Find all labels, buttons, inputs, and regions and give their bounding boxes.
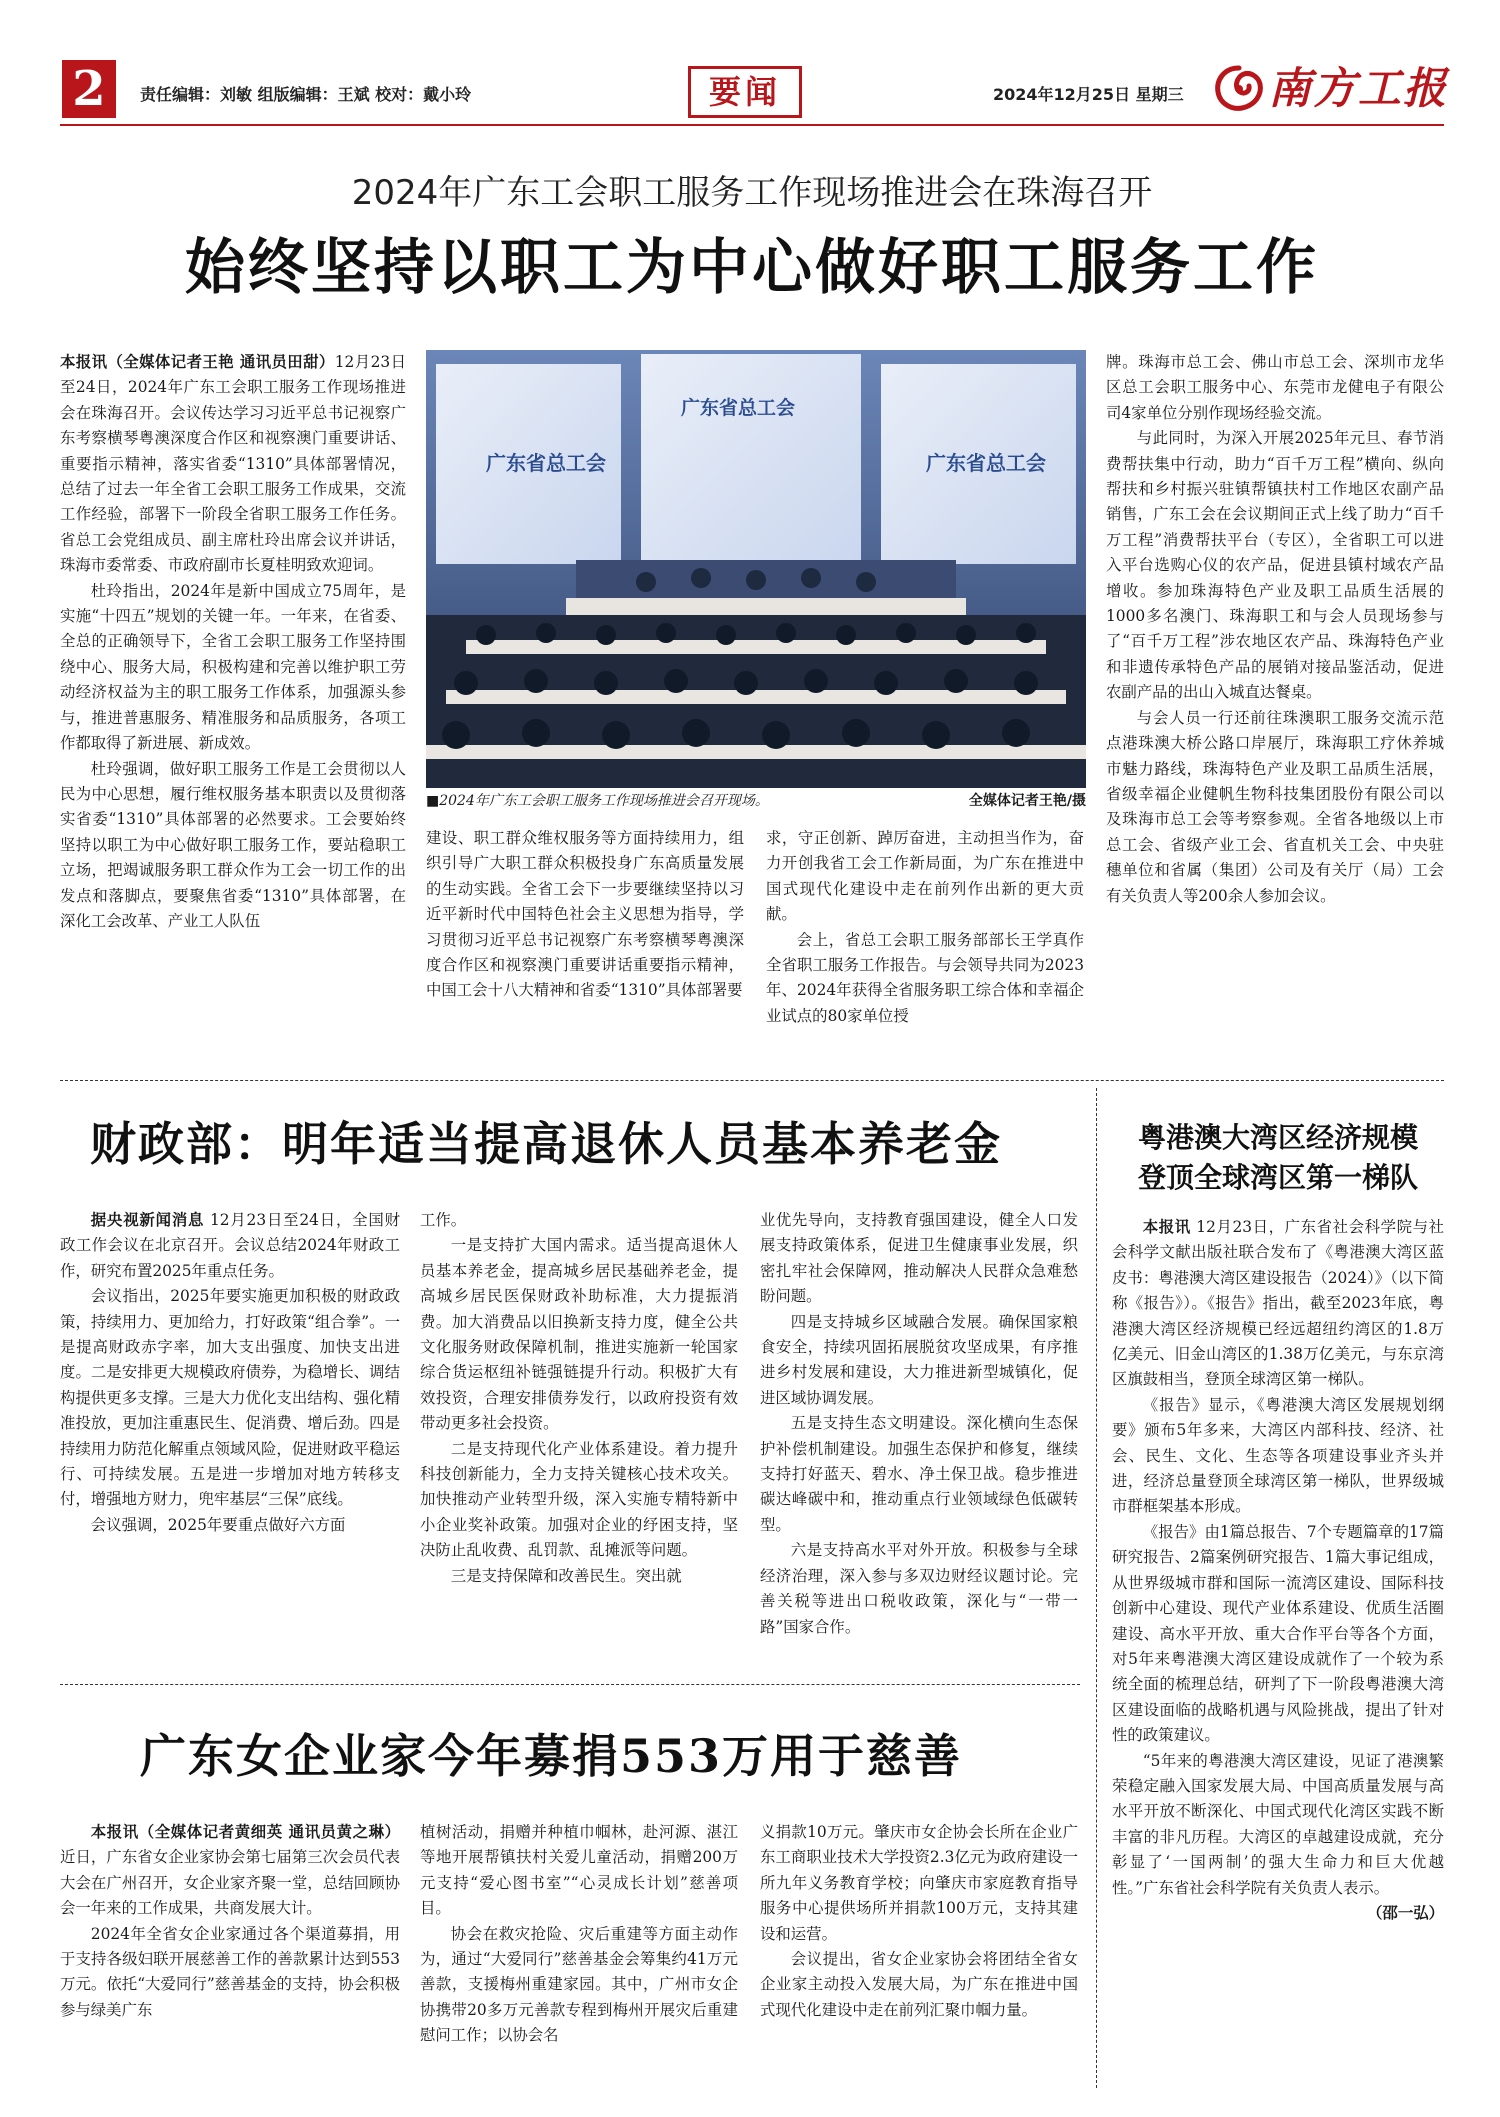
story1-paragraph: 与此同时，为深入开展2025年元旦、春节消费帮扶集中行动，助力“百千万工程”横向、纵向帮扶和乡村振兴驻镇帮镇扶村工作地区农副产品销售，广东工会在会议期间正式上线了助力“百千万工程”消费帮扶平台（专区），全省职工可以进入平台选购心仪的农产品，促进县镇村域农产品增收。参加珠海特色产业及职工品质生活展的1000多名澳门、珠海职工和与会人员现场参与了“百千万工程”涉农地区农产品、珠海特色产业和非遗传承特色产品的展销对接品鉴活动，促进农副产品的出山入城直达餐桌。 xyxy=(1106,429,1444,702)
story4-headline-line-2: 登顶全球湾区第一梯队 xyxy=(1137,1161,1418,1194)
story3-paragraph: 2024年全省女企业家通过各个渠道募捐，用于支持各级妇联开展慈善工作的善款累计达到553万元。依托“大爱同行”慈善基金的支持，协会积极参与绿美广东 xyxy=(60,1924,400,2019)
story3-paragraph: 协会在救灾抢险、灾后重建等方面主动作为，通过“大爱同行”慈善基金会筹集约41万元善款，支援梅州重建家园。其中，广州市女企协携带20多万元善款专程到梅州开展灾后重建慰问工作；以协会名 xyxy=(420,1924,738,2045)
photo-caption xyxy=(426,788,1086,810)
story2-paragraph: 六是支持高水平对外开放。积极参与全球经济治理，深入参与多双边财经议题讨论。完善关税等进出口税收政策，深化与“一带一路”国家合作。 xyxy=(760,1541,1078,1636)
story3-column-1 xyxy=(60,1820,400,2023)
masthead-title: 南方工报 xyxy=(1268,64,1448,114)
story2-paragraph: 二是支持现代化产业体系建设。着力提升科技创新能力，全力支持关键核心技术攻关。加快推动产业转型升级，深入实施专精特新中小企业奖补政策。加强对企业的纾困支持，坚决防止乱收费、乱罚款、乱摊派等问题。 xyxy=(420,1439,738,1560)
story4-headline xyxy=(1112,1118,1444,1198)
story3-paragraph: 会议提出，省女企业家协会将团结全省女企业家主动投入发展大局，为广东在推进中国式现代化建设中走在前列汇聚巾帼力量。 xyxy=(760,1950,1078,2019)
story2-column-2 xyxy=(420,1208,738,1589)
editor-credits: 责任编辑：刘敏 组版编辑：王斌 校对：戴小玲 xyxy=(140,85,472,104)
story4-byline: 本报讯 xyxy=(1142,1218,1191,1236)
story4-column xyxy=(1112,1215,1444,1926)
story1-paragraph: 会上，省总工会职工服务部部长王学真作全省职工服务工作报告。与会领导共同为2023年、2024年获得全省服务职工综合体和幸福企业试点的80家单位授 xyxy=(766,930,1084,1025)
section-divider xyxy=(60,1080,1444,1081)
story1-column-2 xyxy=(426,826,744,1004)
story2-column-1 xyxy=(60,1208,400,1538)
story1-kicker: 2024年广东工会职工服务工作现场推进会在珠海召开 xyxy=(351,173,1153,213)
photo-caption-text: ■2024年广东工会职工服务工作现场推进会召开现场。 xyxy=(426,793,769,809)
story4-paragraph: “5年来的粤港澳大湾区建设，见证了港澳繁荣稳定融入国家发展大局、中国高质量发展与高水平开放不断深化、中国式现代化湾区实践不断丰富的非凡历程。大湾区的卓越建设成就，充分彰显了‘一国两制’的强大生命力和巨大优越性。”广东省社会科学院有关负责人表示。 xyxy=(1112,1751,1444,1897)
story1-paragraph: 求，守正创新、踔厉奋进，主动担当作为，奋力开创我省工会工作新局面，为广东在推进中国式现代化建设中走在前列作出新的更大贡献。 xyxy=(766,829,1084,924)
photo-banner-center: 广东省总工会 xyxy=(681,397,796,419)
column-divider xyxy=(1096,1088,1097,2088)
story3-paragraph: 植树活动，捐赠并种植巾帼林，赴河源、湛江等地开展帮镇扶村关爱儿童活动，捐赠200万元支持“爱心图书室”“心灵成长计划”慈善项目。 xyxy=(420,1823,738,1918)
story1-paragraph: 杜玲指出，2024年是新中国成立75周年，是实施“十四五”规划的关键一年。一年来，在省委、全总的正确领导下，全省工会职工服务工作坚持围绕中心、服务大局，积极构建和完善以维护职工劳动经济权益为主的职工服务工作体系，加强源头参与，推进普惠服务、精准服务和品质服务，各项工作都取得了新进展、新成效。 xyxy=(60,581,406,753)
story3-column-2 xyxy=(420,1820,738,2049)
story1-paragraph: 牌。珠海市总工会、佛山市总工会、深圳市龙华区总工会职工服务中心、东莞市龙健电子有限公司4家单位分别作现场经验交流。 xyxy=(1106,353,1444,422)
story3-paragraph: 近日，广东省女企业家协会第七届第三次会员代表大会在广州召开，女企业家齐聚一堂，总结回顾协会一年来的工作成果，共商发展大计。 xyxy=(60,1848,400,1918)
section-label: 要闻 xyxy=(688,66,802,118)
story4-paragraph: 《报告》由1篇总报告、7个专题篇章的17篇研究报告、2篇案例研究报告、1篇大事记组成，从世界级城市群和国际一流湾区建设、国际科技创新中心建设、现代产业体系建设、优质生活圈建设、高水平开放、重大合作平台等各个方面，对5年来粤港澳大湾区建设成就作了一个较为系统全面的梳理总结，研判了下一阶段粤港澳大湾区建设面临的战略机遇与风险挑战，提出了针对性的政策建议。 xyxy=(1112,1522,1444,1745)
story1-column-3 xyxy=(766,826,1084,1029)
story3-column-3 xyxy=(760,1820,1078,2023)
header-rule xyxy=(60,124,1444,126)
story2-paragraph: 会议强调，2025年要重点做好六方面 xyxy=(90,1515,346,1534)
story1-paragraph: 杜玲强调，做好职工服务工作是工会贯彻以人民为中心思想，履行维权服务基本职责以及贯彻落实省委“1310”具体部署的必然要求。工会要始终坚持以职工为中心做好职工服务工作，要站稳职工立场，把竭诚服务职工群众作为工会一切工作的出发点和落脚点，要聚焦省委“1310”具体部署，在深化工会改革、产业工人队伍 xyxy=(60,759,406,930)
story4-headline-line-1: 粤港澳大湾区经济规模 xyxy=(1137,1121,1418,1154)
story2-paragraph: 五是支持生态文明建设。深化横向生态保护补偿机制建设。加强生态保护和修复，继续支持打好蓝天、碧水、净土保卫战。稳步推进碳达峰碳中和，推动重点行业领域绿色低碳转型。 xyxy=(760,1414,1078,1534)
story1-column-4 xyxy=(1106,350,1444,909)
publication-date: 2024年12月25日 星期三 xyxy=(993,85,1184,104)
story2-column-3 xyxy=(760,1208,1078,1640)
story3-byline: 本报讯（全媒体记者黄细英 通讯员黄之琳） xyxy=(90,1823,400,1841)
story1-byline: 本报讯（全媒体记者王艳 通讯员田甜） xyxy=(60,353,335,371)
story2-headline: 财政部：明年适当提高退休人员基本养老金 xyxy=(90,1117,1002,1171)
photo-banner-left: 广东省总工会 xyxy=(486,451,606,475)
section-divider xyxy=(60,1684,1080,1685)
story2-paragraph: 会议指出，2025年要实施更加积极的财政政策，持续用力、更加给力，打好政策“组合拳”。一是提高财政赤字率，加大支出强度、加快支出进度。二是安排更大规模政府债券，为稳增长、调结构提供更多支撑。三是大力优化支出结构、强化精准投放，更加注重惠民生、促消费、增后劲。四是持续用力防范化解重点领域风险，促进财政平稳运行、可持续发展。五是进一步增加对地方转移支付，增强地方财力，兜牢基层“三保”底线。 xyxy=(60,1287,400,1509)
story1-paragraph: 与会人员一行还前往珠澳职工服务交流示范点港珠澳大桥公路口岸展厅，珠海职工疗休养城市魅力路线，珠海特色产业及职工品质生活展，省级幸福企业健帆生物科技集团股份有限公司以及珠海市总工会等考察参观。全省各地级以上市总工会、省级产业工会、省直机关工会、中央驻穗单位和省属（集团）公司及有关厅（局）工会有关负责人等200余人参加会议。 xyxy=(1106,708,1444,905)
story2-paragraph: 一是支持扩大国内需求。适当提高退休人员基本养老金，提高城乡居民基础养老金，提高城乡居民医保财政补助标准，大力提振消费。加大消费品以旧换新支持力度，健全公共文化服务财政保障机制，推进实施新一轮国家综合货运枢纽补链强链提升行动。积极扩大有效投资，合理安排债券发行，以政府投资有效带动更多社会投资。 xyxy=(420,1236,738,1433)
page-number: 2 xyxy=(62,60,116,118)
story3-paragraph: 义捐款10万元。肇庆市女企协会长所在企业广东工商职业技术大学投资2.3亿元为政府建设一所九年义务教育学校；向肇庆市家庭教育指导服务中心提供场所并捐款100万元，支持其建设和运营。 xyxy=(760,1823,1078,1943)
story2-paragraph: 工作。 xyxy=(420,1211,467,1229)
story2-paragraph: 业优先导向，支持教育强国建设，健全人口发展支持政策体系，促进卫生健康事业发展，织密扎牢社会保障网，推动解决人民群众急难愁盼问题。 xyxy=(760,1211,1078,1306)
story4-author-name: （邵一弘） xyxy=(1367,1903,1444,1922)
story4-paragraph: 《报告》显示，《粤港澳大湾区发展规划纲要》颁布5年多来，大湾区内部科技、经济、社会、民生、文化、生态等各项建设事业齐头并进，经济总量登顶全球湾区第一梯队，世界级城市群框架基本形成。 xyxy=(1112,1395,1444,1516)
story2-paragraph: 四是支持城乡区域融合发展。确保国家粮食安全，持续巩固拓展脱贫攻坚成果，有序推进乡村发展和建设，大力推进新型城镇化，促进区域协调发展。 xyxy=(760,1312,1078,1407)
masthead-logo-icon xyxy=(1212,64,1266,114)
story1-paragraph: 建设、职工群众维权服务等方面持续用力，组织引导广大职工群众积极投身广东高质量发展的生动实践。全省工会下一步要继续坚持以习近平新时代中国特色社会主义思想为指导，学习贯彻习近平总书记视察广东考察横琴粤澳深度合作区和视察澳门重要讲话重要指示精神，中国工会十八大精神和省委“1310”具体部署要 xyxy=(426,829,744,1000)
story3-headline: 广东女企业家今年募捐553万用于慈善 xyxy=(140,1729,963,1783)
photo-credit: 全媒体记者王艳/摄 xyxy=(968,793,1086,809)
story1-column-1 xyxy=(60,350,406,934)
story2-paragraph: 三是支持保障和改善民生。突出就 xyxy=(450,1566,682,1585)
story1-headline: 始终坚持以职工为中心做好职工服务工作 xyxy=(185,233,1319,303)
photo-banner-right: 广东省总工会 xyxy=(926,451,1046,475)
conference-photo xyxy=(426,350,1086,802)
story4-author xyxy=(1112,1901,1444,1926)
story4-paragraph: 12月23日，广东省社会科学院与社会科学文献出版社联合发布了《粤港澳大湾区蓝皮书：粤港澳大湾区建设报告（2024）》（以下简称《报告》）。《报告》指出，截至2023年底，粤港澳大湾区经济规模已经远超纽约湾区的1.8万亿美元、旧金山湾区的1.38万亿美元，与东京湾区旗鼓相当，登顶全球湾区第一梯队。 xyxy=(1112,1218,1444,1389)
story1-paragraph: 12月23日至24日，2024年广东工会职工服务工作现场推进会在珠海召开。会议传达学习习近平总书记视察广东考察横琴粤澳深度合作区和视察澳门重要讲话、重要指示精神，落实省委“1310”具体部署情况，总结了过去一年全省工会职工服务工作成果，交流工作经验，部署下一阶段全省职工服务工作任务。省总工会党组成员、副主席杜玲出席会议并讲话，珠海市委常委、市政府副市长夏桂明致欢迎词。 xyxy=(60,353,407,575)
story2-paragraph: 12月23日至24日，全国财政工作会议在北京召开。会议总结2024年财政工作，研究布置2025年重点任务。 xyxy=(60,1211,400,1280)
story2-byline: 据央视新闻消息 xyxy=(90,1211,205,1229)
